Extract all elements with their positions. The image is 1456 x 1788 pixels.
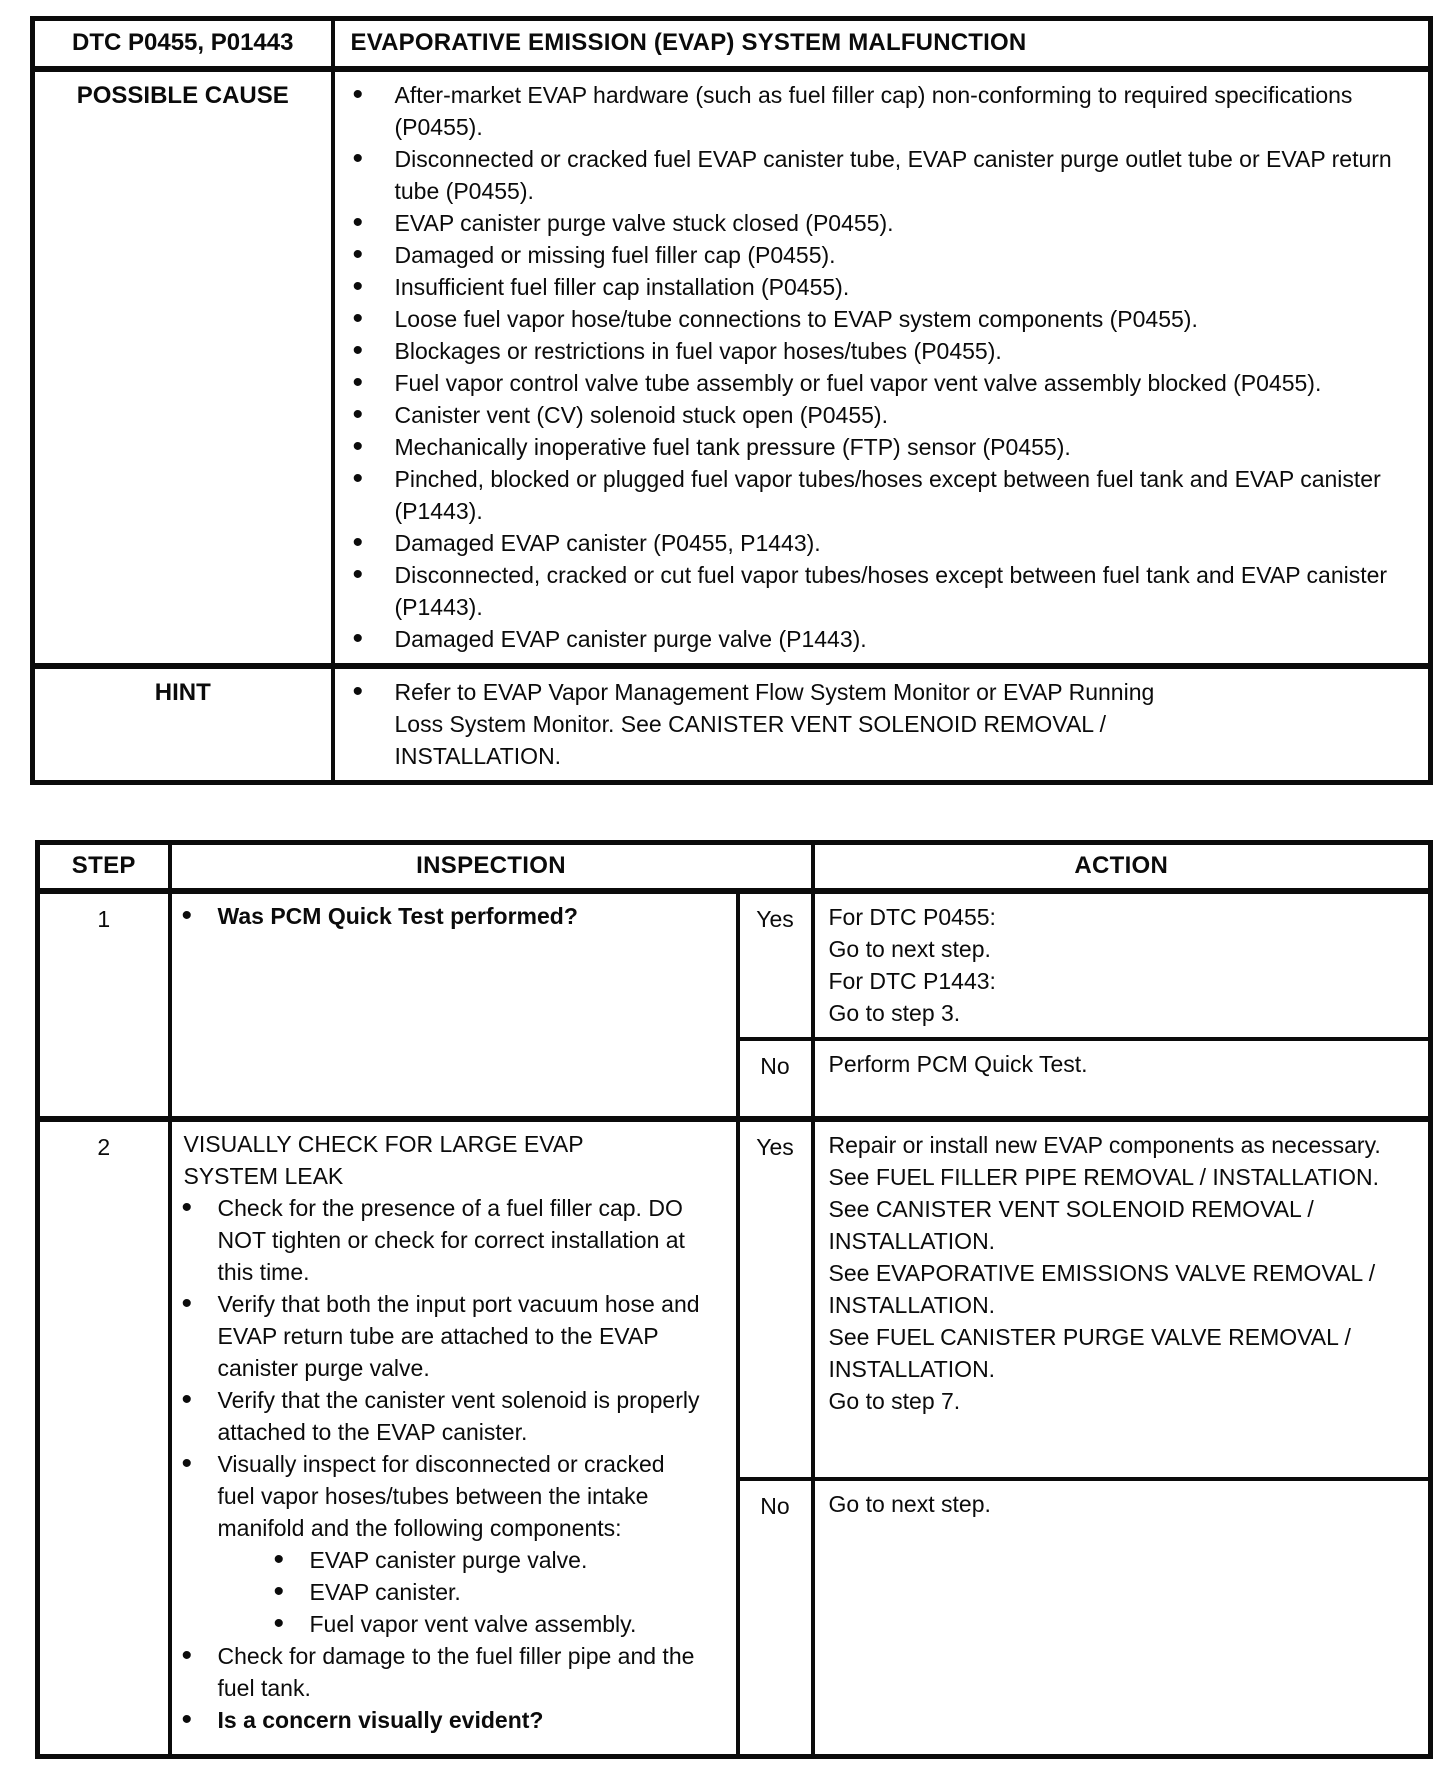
cause-item [347,239,1409,271]
inspection-cell [170,891,738,1119]
action-line: Go to next step. [828,935,991,962]
dtc-code: DTC P0455, P01443 [33,19,333,69]
action-cell [813,1039,1431,1119]
bullet-icon: • [181,1702,193,1736]
cause-item [347,143,1409,207]
step-number: 2 [38,1119,170,1757]
cause-item [347,367,1409,399]
action-line: For DTC P0455: [828,903,996,930]
hint-item-text: Refer to EVAP Vapor Management Flow System Monitor or EVAP Running Loss System Monitor. See CANISTER VENT SOLENOID REMOVAL / INSTALLATION. [394,678,1155,769]
inspection-subitem-text: EVAP canister. [309,1578,461,1605]
bullet-icon: • [352,269,364,303]
hint-cell [333,666,1431,783]
action-cell [813,1479,1431,1757]
inspection-item-text: Verify that the canister vent solenoid is properly attached to the EVAP canister. [217,1386,700,1445]
bullet-icon: • [352,461,364,495]
step-row [38,1119,1431,1479]
action-line: See CANISTER VENT SOLENOID REMOVAL / INSTALLATION. [828,1195,1314,1254]
bullet-icon: • [352,301,364,335]
cause-item [347,463,1409,527]
inspection-item [178,1288,708,1384]
inspection-title-line: VISUALLY CHECK FOR LARGE EVAP [183,1130,584,1157]
bullet-icon: • [352,205,364,239]
step-row [38,891,1431,1039]
cause-item-text: After-market EVAP hardware (such as fuel filler cap) non-conforming to required specifications (P0455). [394,81,1353,140]
branch-label-no: No [738,1039,813,1119]
cause-item [347,527,1409,559]
inspection-column-header: INSPECTION [170,843,813,891]
action-line: Go to step 3. [828,999,961,1026]
cause-item-text: Loose fuel vapor hose/tube connections to EVAP system components (P0455). [394,305,1198,332]
action-cell [813,1119,1431,1479]
cause-item [347,271,1409,303]
branch-label-no: No [738,1479,813,1757]
action-line: See FUEL FILLER PIPE REMOVAL / INSTALLATION. [828,1163,1379,1190]
bullet-icon: • [352,237,364,271]
step-column-header: STEP [38,843,170,891]
cause-item-text: EVAP canister purge valve stuck closed (P0455). [394,209,894,236]
possible-cause-cell [333,69,1431,666]
action-line: For DTC P1443: [828,967,996,994]
inspection-item-text: Is a concern visually evident? [217,1706,544,1733]
inspection-cell [170,1119,738,1757]
hint-item [347,676,1409,772]
bullet-icon: • [273,1574,285,1608]
inspection-item [178,1448,708,1544]
cause-item-text: Damaged EVAP canister (P0455, P1443). [394,529,821,556]
bullet-icon: • [352,621,364,655]
inspection-item-text: Check for the presence of a fuel filler cap. DO NOT tighten or check for correct installation at this time. [217,1194,685,1285]
dtc-summary-table [30,16,1433,785]
hint-list [347,676,1409,772]
cause-item [347,207,1409,239]
bullet-icon: • [181,1638,193,1672]
bullet-icon: • [352,674,364,708]
action-line: See FUEL CANISTER PURGE VALVE REMOVAL / INSTALLATION. [828,1323,1351,1382]
bullet-icon: • [273,1606,285,1640]
bullet-icon: • [352,333,364,367]
action-column-header: ACTION [813,843,1431,891]
cause-item [347,623,1409,655]
inspection-subitem [270,1608,637,1640]
hint-row [33,666,1431,783]
branch-label-yes: Yes [738,1119,813,1479]
inspection-subitem-text: Fuel vapor vent valve assembly. [309,1610,637,1637]
step-number: 1 [38,891,170,1119]
inspection-item [178,1640,708,1704]
cause-item-text: Insufficient fuel filler cap installation (P0455). [394,273,850,300]
cause-item [347,335,1409,367]
inspection-item-text: Visually inspect for disconnected or cracked fuel vapor hoses/tubes between the intake manifold and the following components: [217,1450,665,1541]
cause-item-text: Pinched, blocked or plugged fuel vapor tubes/hoses except between fuel tank and EVAP canister (P1443). [394,465,1381,524]
cause-item [347,399,1409,431]
action-line: Go to step 7. [828,1387,961,1414]
bullet-icon: • [181,1286,193,1320]
diagnostic-steps-table [35,840,1433,1759]
inspection-subitems [178,1544,708,1640]
inspection-item [178,1704,708,1736]
possible-cause-list [347,79,1409,655]
cause-item-text: Damaged or missing fuel filler cap (P0455). [394,241,836,268]
inspection-subitem-text: EVAP canister purge valve. [309,1546,588,1573]
inspection-item-text: Was PCM Quick Test performed? [217,902,578,929]
bullet-icon: • [352,557,364,591]
bullet-icon: • [352,525,364,559]
cause-item [347,79,1409,143]
bullet-icon: • [181,1382,193,1416]
cause-item-text: Damaged EVAP canister purge valve (P1443). [394,625,867,652]
inspection-sublist [270,1544,637,1640]
cause-item [347,303,1409,335]
cause-item [347,559,1409,623]
action-line: Repair or install new EVAP components as necessary. [828,1131,1381,1158]
possible-cause-row [33,69,1431,666]
bullet-icon: • [352,365,364,399]
bullet-icon: • [352,141,364,175]
cause-item-text: Canister vent (CV) solenoid stuck open (P0455). [394,401,888,428]
bullet-icon: • [352,397,364,431]
inspection-item [178,900,708,932]
bullet-icon: • [273,1542,285,1576]
action-line: Perform PCM Quick Test. [828,1050,1088,1077]
inspection-subitem [270,1576,637,1608]
inspection-item [178,1192,708,1288]
cause-item [347,431,1409,463]
inspection-list [178,900,708,932]
bullet-icon: • [181,1446,193,1480]
cause-item-text: Blockages or restrictions in fuel vapor hoses/tubes (P0455). [394,337,1002,364]
bullet-icon: • [181,898,193,932]
steps-header-row [38,843,1431,891]
hint-label: HINT [33,666,333,783]
inspection-list [178,1192,708,1736]
action-cell [813,891,1431,1039]
bullet-icon: • [352,429,364,463]
inspection-item-text: Check for damage to the fuel filler pipe and the fuel tank. [217,1642,695,1701]
cause-item-text: Disconnected or cracked fuel EVAP canister tube, EVAP canister purge outlet tube or EVAP return tube (P0455). [394,145,1392,204]
possible-cause-label: POSSIBLE CAUSE [33,69,333,666]
action-line: Go to next step. [828,1490,991,1517]
inspection-subitem [270,1544,637,1576]
cause-item-text: Fuel vapor control valve tube assembly or fuel vapor vent valve assembly blocked (P0455). [394,369,1322,396]
action-line: See EVAPORATIVE EMISSIONS VALVE REMOVAL / INSTALLATION. [828,1259,1376,1318]
branch-label-yes: Yes [738,891,813,1039]
bullet-icon: • [181,1190,193,1224]
inspection-item-text: Verify that both the input port vacuum hose and EVAP return tube are attached to the EVAP canister purge valve. [217,1290,700,1381]
dtc-title: EVAPORATIVE EMISSION (EVAP) SYSTEM MALFUNCTION [333,19,1431,69]
dtc-header-row [33,19,1431,69]
inspection-title-line: SYSTEM LEAK [183,1162,344,1189]
inspection-item [178,1384,708,1448]
bullet-icon: • [352,77,364,111]
cause-item-text: Disconnected, cracked or cut fuel vapor tubes/hoses except between fuel tank and EVAP canister (P1443). [394,561,1388,620]
cause-item-text: Mechanically inoperative fuel tank pressure (FTP) sensor (P0455). [394,433,1071,460]
